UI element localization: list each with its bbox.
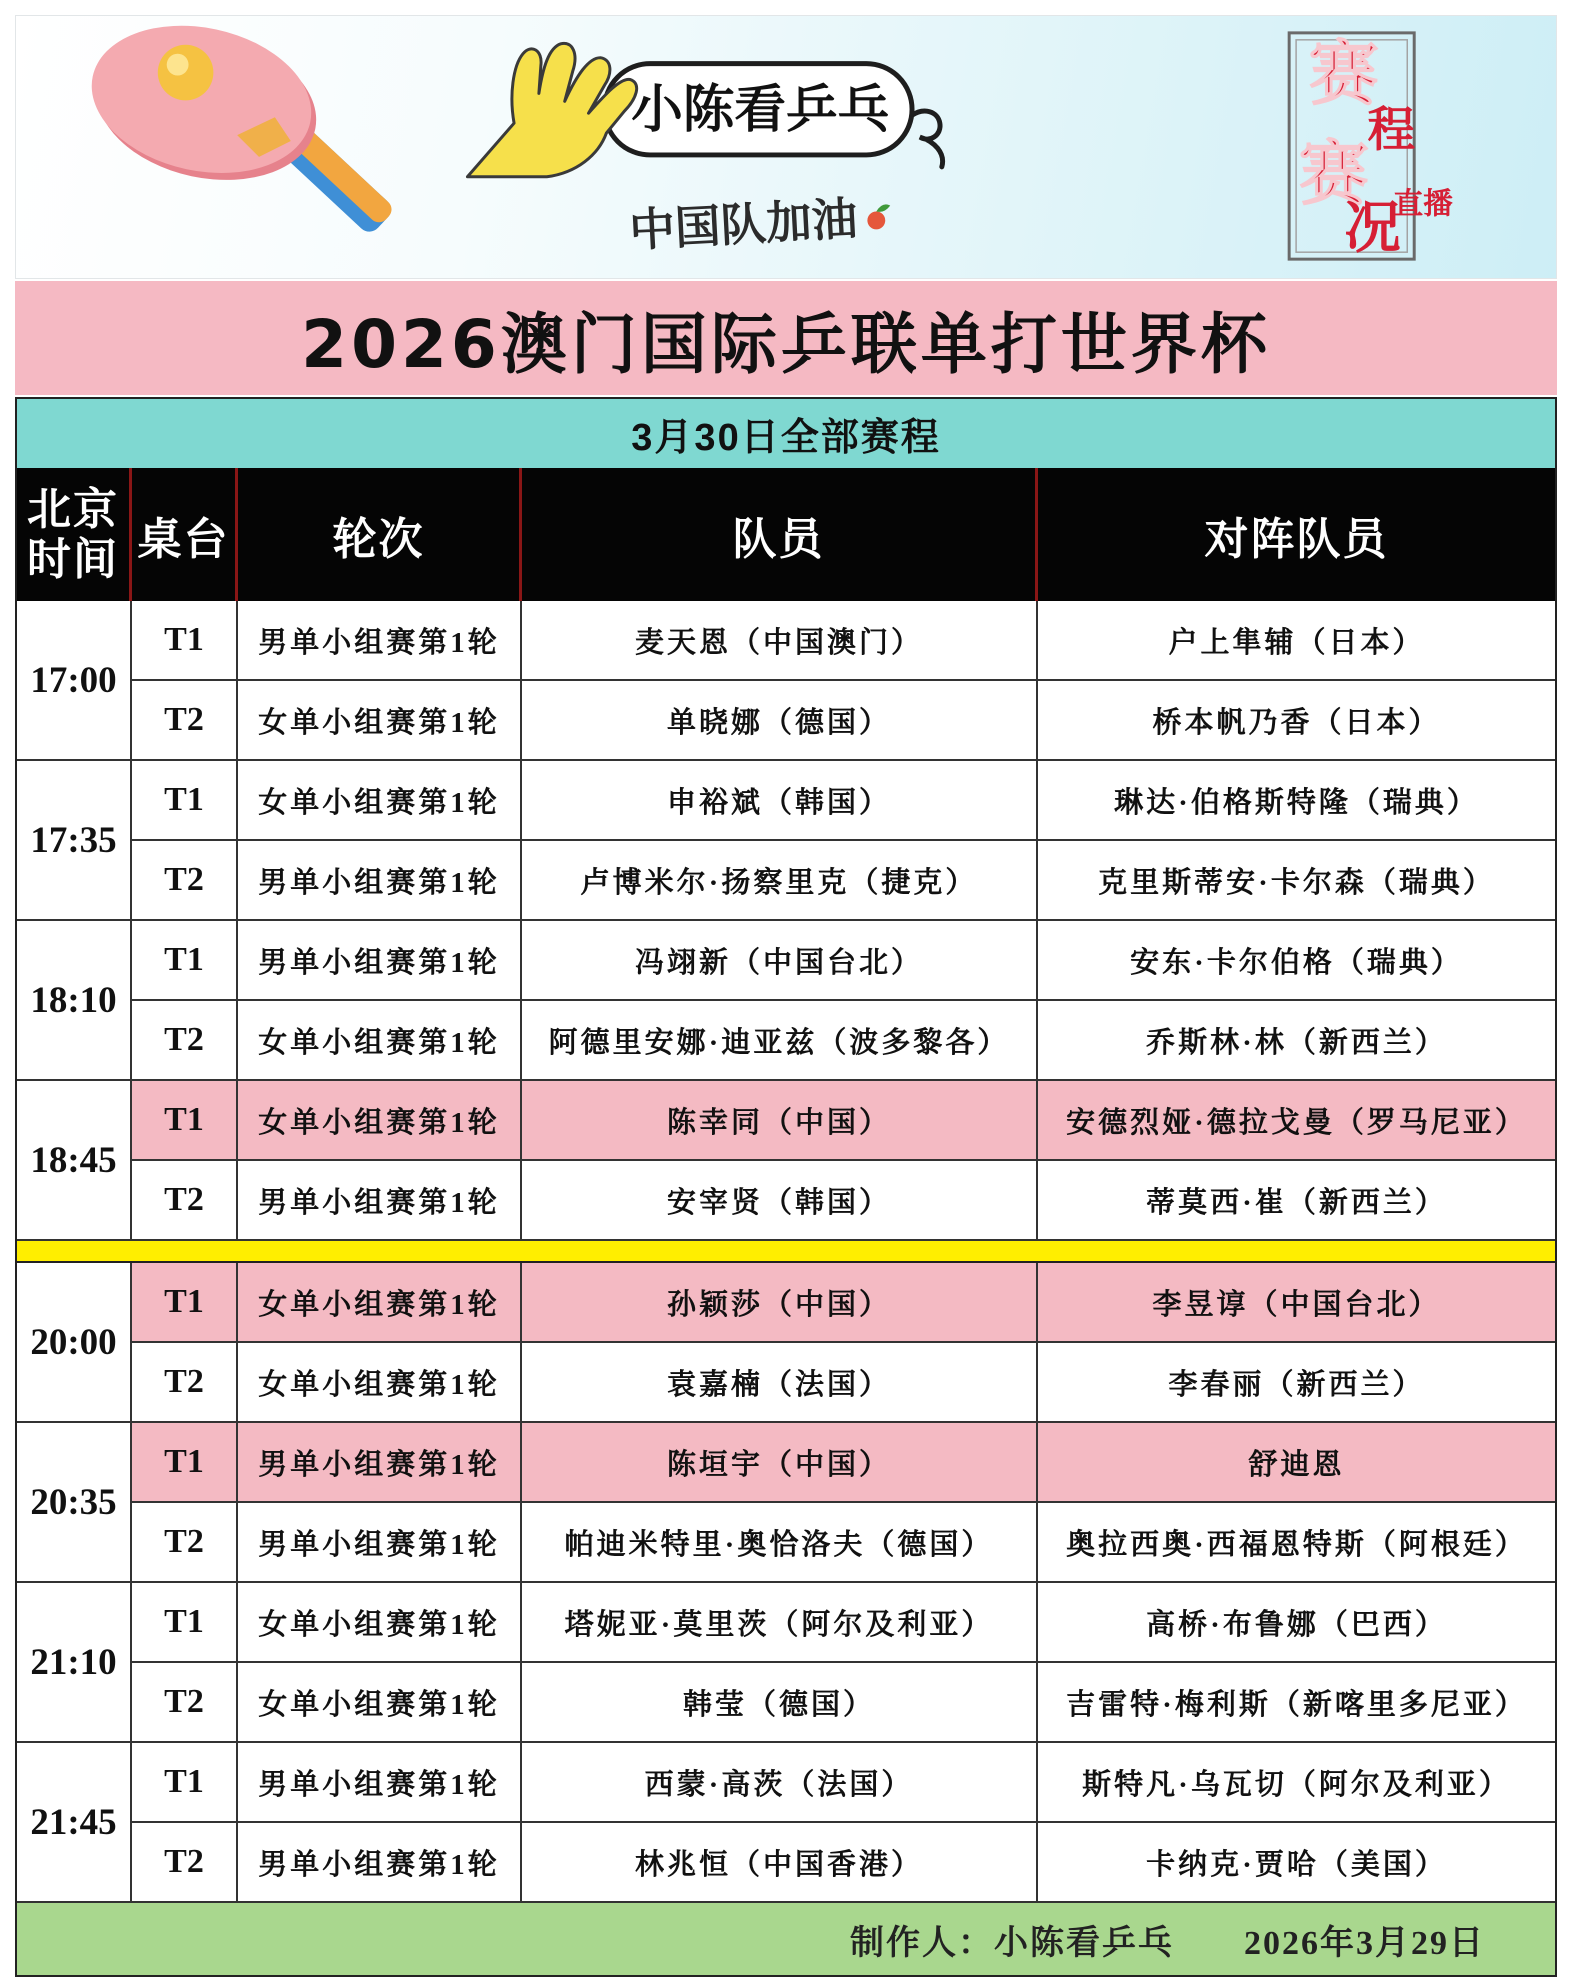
round-cell: 男单小组赛第1轮 xyxy=(238,1743,522,1823)
header-time-label: 北京时间 xyxy=(27,485,119,584)
schedule-poster xyxy=(15,15,1557,1977)
round-cell: 男单小组赛第1轮 xyxy=(238,921,522,1001)
opponent-cell: 斯特凡·乌瓦切（阿尔及利亚） xyxy=(1038,1743,1555,1823)
slogan xyxy=(628,193,890,256)
table-cell: T1 xyxy=(132,1743,238,1823)
header-opponent: 对阵队员 xyxy=(1204,514,1389,564)
round-cell: 女单小组赛第1轮 xyxy=(238,1663,522,1743)
leaf-icon xyxy=(876,204,890,211)
player-cell: 陈垣宇（中国） xyxy=(522,1423,1038,1503)
time-cell: 17:00 xyxy=(17,601,132,761)
player-cell: 阿德里安娜·迪亚兹（波多黎各） xyxy=(522,1001,1038,1081)
player-cell: 卢博米尔·扬察里克（捷克） xyxy=(522,841,1038,921)
player-cell: 西蒙·高茨（法国） xyxy=(522,1743,1038,1823)
player-cell: 安宰贤（韩国） xyxy=(522,1161,1038,1241)
badge-char-3: 赛 xyxy=(1299,136,1369,214)
page-title: 2026澳门国际乒联单打世界杯 xyxy=(15,281,1557,395)
badge-char-1: 赛 xyxy=(1309,36,1379,114)
opponent-cell: 奥拉西奥·西福恩特斯（阿根廷） xyxy=(1038,1503,1555,1583)
opponent-cell: 舒迪恩 xyxy=(1038,1423,1555,1503)
opponent-cell: 乔斯林·林（新西兰） xyxy=(1038,1001,1555,1081)
player-cell: 袁嘉楠（法国） xyxy=(522,1343,1038,1423)
header-banner xyxy=(15,15,1557,279)
round-cell: 女单小组赛第1轮 xyxy=(238,1343,522,1423)
footer-date: 2026年3月29日 xyxy=(1244,1924,1485,1962)
time-cell: 17:35 xyxy=(17,761,132,921)
time-cell: 20:35 xyxy=(17,1423,132,1583)
table-cell: T2 xyxy=(132,1823,238,1903)
table-cell: T1 xyxy=(132,921,238,1001)
round-cell: 男单小组赛第1轮 xyxy=(238,1823,522,1903)
banner-artwork xyxy=(16,16,1556,278)
table-cell: T1 xyxy=(132,1423,238,1503)
opponent-cell: 卡纳克·贾哈（美国） xyxy=(1038,1823,1555,1903)
logo-text: 小陈看乒乓 xyxy=(631,80,890,139)
round-cell: 男单小组赛第1轮 xyxy=(238,1161,522,1241)
table-cell: T2 xyxy=(132,841,238,921)
round-cell: 女单小组赛第1轮 xyxy=(238,761,522,841)
time-cell: 18:10 xyxy=(17,921,132,1081)
table-cell: T2 xyxy=(132,1001,238,1081)
player-cell: 麦天恩（中国澳门） xyxy=(522,601,1038,681)
round-cell: 女单小组赛第1轮 xyxy=(238,681,522,761)
player-cell: 冯翊新（中国台北） xyxy=(522,921,1038,1001)
opponent-cell: 蒂莫西·崔（新西兰） xyxy=(1038,1161,1555,1241)
round-cell: 女单小组赛第1轮 xyxy=(238,1583,522,1663)
badge-char-4: 况 xyxy=(1344,198,1401,261)
player-cell: 申裕斌（韩国） xyxy=(522,761,1038,841)
round-cell: 男单小组赛第1轮 xyxy=(238,601,522,681)
player-cell: 单晓娜（德国） xyxy=(522,681,1038,761)
table-cell: T1 xyxy=(132,1263,238,1343)
opponent-cell: 安东·卡尔伯格（瑞典） xyxy=(1038,921,1555,1001)
table-cell: T2 xyxy=(132,1161,238,1241)
paddle-icon xyxy=(78,16,396,237)
table-cell: T2 xyxy=(132,681,238,761)
player-cell: 韩莹（德国） xyxy=(522,1663,1038,1743)
player-cell: 林兆恒（中国香港） xyxy=(522,1823,1038,1903)
badge-live-text: 直播 xyxy=(1393,187,1453,221)
opponent-cell: 桥本帆乃香（日本） xyxy=(1038,681,1555,761)
time-cell: 20:00 xyxy=(17,1263,132,1423)
header-table: 桌台 xyxy=(132,468,238,601)
footer xyxy=(15,1903,1557,1977)
opponent-cell: 克里斯蒂安·卡尔森（瑞典） xyxy=(1038,841,1555,921)
time-cell: 21:10 xyxy=(17,1583,132,1743)
table-cell: T1 xyxy=(132,601,238,681)
table-cell: T1 xyxy=(132,1081,238,1161)
opponent-cell: 户上隼辅（日本） xyxy=(1038,601,1555,681)
session-divider xyxy=(15,1241,1557,1263)
header-player: 队员 xyxy=(522,468,1038,601)
time-cell: 21:45 xyxy=(17,1743,132,1903)
round-cell: 男单小组赛第1轮 xyxy=(238,1423,522,1503)
table-cell: T1 xyxy=(132,761,238,841)
schedule-date-title: 3月30日全部赛程 xyxy=(15,397,1557,468)
player-cell: 帕迪米特里·奥恰洛夫（德国） xyxy=(522,1503,1038,1583)
schedule-block xyxy=(15,1263,1557,1903)
opponent-cell: 李昱谆（中国台北） xyxy=(1038,1263,1555,1343)
schedule-live-badge xyxy=(1289,33,1453,260)
round-cell: 女单小组赛第1轮 xyxy=(238,1001,522,1081)
table-cell: T2 xyxy=(132,1343,238,1423)
footer-maker: 制作人：小陈看乒乓 xyxy=(850,1924,1174,1962)
time-cell: 18:45 xyxy=(17,1081,132,1241)
table-cell: T1 xyxy=(132,1583,238,1663)
hand-icon xyxy=(467,43,636,176)
tomato-icon xyxy=(867,212,885,230)
schedule-body xyxy=(15,601,1557,1903)
round-cell: 女单小组赛第1轮 xyxy=(238,1263,522,1343)
opponent-cell: 李春丽（新西兰） xyxy=(1038,1343,1555,1423)
table-header xyxy=(15,468,1557,601)
player-cell: 孙颖莎（中国） xyxy=(522,1263,1038,1343)
opponent-cell: 琳达·伯格斯特隆（瑞典） xyxy=(1038,761,1555,841)
opponent-cell: 安德烈娅·德拉戈曼（罗马尼亚） xyxy=(1038,1081,1555,1161)
ball-icon xyxy=(158,45,214,101)
opponent-cell: 高桥·布鲁娜（巴西） xyxy=(1038,1583,1555,1663)
slogan-text: 中国队加油 xyxy=(628,193,859,257)
logo-bubble xyxy=(604,64,942,167)
opponent-cell: 吉雷特·梅利斯（新喀里多尼亚） xyxy=(1038,1663,1555,1743)
badge-char-2: 程 xyxy=(1367,105,1416,158)
schedule-block xyxy=(15,601,1557,1241)
round-cell: 男单小组赛第1轮 xyxy=(238,841,522,921)
round-cell: 女单小组赛第1轮 xyxy=(238,1081,522,1161)
round-cell: 男单小组赛第1轮 xyxy=(238,1503,522,1583)
player-cell: 陈幸同（中国） xyxy=(522,1081,1038,1161)
header-time xyxy=(17,468,132,601)
header-round: 轮次 xyxy=(238,468,522,601)
table-cell: T2 xyxy=(132,1663,238,1743)
player-cell: 塔妮亚·莫里茨（阿尔及利亚） xyxy=(522,1583,1038,1663)
table-cell: T2 xyxy=(132,1503,238,1583)
